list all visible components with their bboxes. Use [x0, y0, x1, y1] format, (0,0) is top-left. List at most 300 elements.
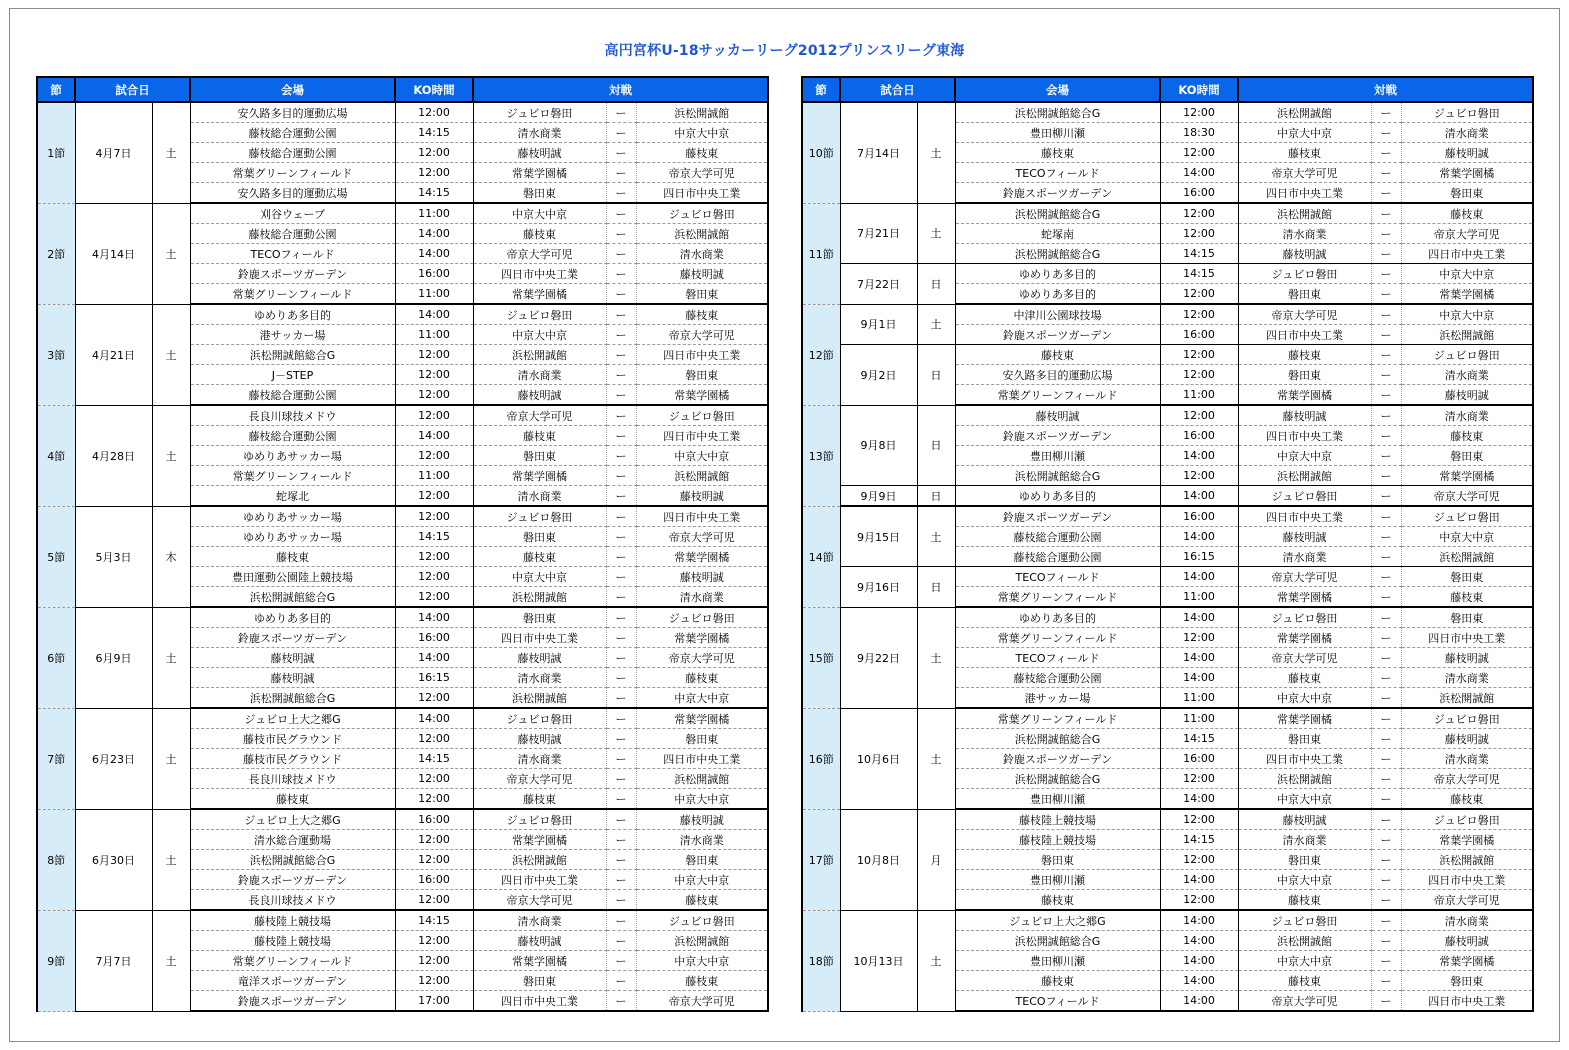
header-ko: KO時間 [395, 77, 473, 102]
match-date: 6月9日 [75, 607, 152, 708]
versus-dash: ー [1371, 163, 1401, 183]
versus-dash: ー [606, 587, 636, 608]
kickoff-time: 12:00 [395, 951, 473, 971]
versus-dash: ー [1371, 345, 1401, 365]
versus-dash: ー [1371, 830, 1401, 850]
kickoff-time: 14:00 [1160, 870, 1238, 890]
away-team: 中京大中京 [636, 688, 768, 709]
away-team: 中京大中京 [636, 789, 768, 810]
venue-cell: 常葉グリーンフィールド [955, 587, 1160, 608]
versus-dash: ー [606, 506, 636, 527]
home-team: 磐田東 [473, 527, 606, 547]
kickoff-time: 16:00 [1160, 749, 1238, 769]
home-team: ジュビロ磐田 [1238, 910, 1371, 931]
away-team: 常葉学園橘 [1401, 830, 1533, 850]
match-weekday: 土 [917, 910, 955, 1011]
versus-dash: ー [606, 143, 636, 163]
table-row [37, 405, 768, 426]
kickoff-time: 14:00 [1160, 789, 1238, 810]
versus-dash: ー [606, 264, 636, 284]
match-date: 9月2日 [840, 345, 917, 406]
venue-cell: 長良川球技メドウ [190, 405, 395, 426]
venue-cell: TECOフィールド [955, 163, 1160, 183]
venue-cell: 藤枝明誠 [190, 668, 395, 688]
venue-cell: 常葉グリーンフィールド [190, 163, 395, 183]
kickoff-time: 12:00 [395, 102, 473, 123]
venue-cell: 港サッカー場 [190, 325, 395, 345]
table-row [802, 809, 1533, 830]
home-team: 中京大中京 [1238, 951, 1371, 971]
kickoff-time: 16:00 [395, 264, 473, 284]
venue-cell: 鈴鹿スポーツガーデン [190, 870, 395, 890]
kickoff-time: 14:00 [395, 224, 473, 244]
home-team: 清水商業 [473, 123, 606, 143]
home-team: 清水商業 [473, 668, 606, 688]
versus-dash: ー [1371, 890, 1401, 911]
home-team: 中京大中京 [1238, 870, 1371, 890]
home-team: 藤枝明誠 [473, 143, 606, 163]
home-team: ジュビロ磐田 [1238, 486, 1371, 507]
kickoff-time: 12:00 [1160, 890, 1238, 911]
table-row [802, 264, 1533, 284]
away-team: 藤枝東 [1401, 587, 1533, 608]
away-team: 磐田東 [1401, 446, 1533, 466]
schedule-body-left [37, 102, 768, 1011]
versus-dash: ー [606, 789, 636, 810]
away-team: 四日市中央工業 [1401, 870, 1533, 890]
venue-cell: ジュビロ上大之郷G [190, 708, 395, 729]
away-team: 帝京大学可児 [636, 163, 768, 183]
versus-dash: ー [606, 951, 636, 971]
venue-cell: TECOフィールド [955, 991, 1160, 1012]
away-team: 清水商業 [1401, 123, 1533, 143]
kickoff-time: 14:15 [1160, 244, 1238, 264]
home-team: 磐田東 [473, 183, 606, 204]
kickoff-time: 16:00 [395, 870, 473, 890]
venue-cell: 蛇塚北 [190, 486, 395, 507]
versus-dash: ー [1371, 466, 1401, 486]
away-team: 藤枝東 [636, 668, 768, 688]
match-date: 9月8日 [840, 405, 917, 486]
kickoff-time: 12:00 [395, 587, 473, 608]
kickoff-time: 14:15 [395, 527, 473, 547]
match-weekday: 土 [917, 304, 955, 345]
home-team: 浜松開誠館 [1238, 931, 1371, 951]
versus-dash: ー [606, 648, 636, 668]
home-team: 清水商業 [1238, 224, 1371, 244]
home-team: 磐田東 [1238, 284, 1371, 305]
table-row [802, 506, 1533, 527]
versus-dash: ー [1371, 668, 1401, 688]
match-date: 4月7日 [75, 102, 152, 203]
away-team: 磐田東 [1401, 971, 1533, 991]
versus-dash: ー [606, 870, 636, 890]
kickoff-time: 14:00 [395, 426, 473, 446]
kickoff-time: 12:00 [395, 830, 473, 850]
away-team: 帝京大学可児 [636, 527, 768, 547]
versus-dash: ー [606, 163, 636, 183]
versus-dash: ー [606, 749, 636, 769]
venue-cell: 常葉グリーンフィールド [955, 628, 1160, 648]
home-team: 浜松開誠館 [1238, 102, 1371, 123]
kickoff-time: 14:00 [395, 607, 473, 628]
venue-cell: 鈴鹿スポーツガーデン [190, 628, 395, 648]
versus-dash: ー [606, 224, 636, 244]
table-row [802, 304, 1533, 325]
away-team: 浜松開誠館 [1401, 850, 1533, 870]
home-team: 四日市中央工業 [473, 264, 606, 284]
match-weekday: 日 [917, 486, 955, 507]
section-label: 16節 [802, 708, 840, 809]
venue-cell: ゆめりあ多目的 [955, 607, 1160, 628]
kickoff-time: 11:00 [395, 466, 473, 486]
home-team: 四日市中央工業 [1238, 749, 1371, 769]
kickoff-time: 14:00 [1160, 951, 1238, 971]
away-team: 磐田東 [1401, 607, 1533, 628]
section-label: 9節 [37, 910, 75, 1011]
kickoff-time: 14:15 [395, 123, 473, 143]
kickoff-time: 12:00 [1160, 628, 1238, 648]
home-team: 中京大中京 [1238, 688, 1371, 709]
kickoff-time: 12:00 [1160, 466, 1238, 486]
away-team: 四日市中央工業 [1401, 628, 1533, 648]
venue-cell: 藤枝総合運動公園 [190, 385, 395, 406]
table-row [802, 102, 1533, 123]
away-team: 浜松開誠館 [1401, 325, 1533, 345]
home-team: ジュビロ磐田 [473, 708, 606, 729]
kickoff-time: 12:00 [1160, 304, 1238, 325]
venue-cell: 浜松開誠館総合G [955, 729, 1160, 749]
table-row [802, 910, 1533, 931]
match-weekday: 土 [152, 304, 190, 405]
kickoff-time: 16:15 [395, 668, 473, 688]
kickoff-time: 12:00 [395, 931, 473, 951]
header-venue: 会場 [955, 77, 1160, 102]
header-row [802, 77, 1533, 102]
venue-cell: 安久路多目的運動広場 [190, 102, 395, 123]
match-date: 10月8日 [840, 809, 917, 910]
venue-cell: ゆめりあ多目的 [955, 284, 1160, 305]
section-label: 1節 [37, 102, 75, 203]
venue-cell: 藤枝東 [190, 547, 395, 567]
kickoff-time: 14:00 [1160, 567, 1238, 587]
kickoff-time: 12:00 [1160, 102, 1238, 123]
kickoff-time: 16:00 [1160, 325, 1238, 345]
venue-cell: 藤枝東 [955, 890, 1160, 911]
versus-dash: ー [1371, 567, 1401, 587]
versus-dash: ー [1371, 143, 1401, 163]
section-label: 13節 [802, 405, 840, 506]
venue-cell: 藤枝総合運動公園 [955, 668, 1160, 688]
venue-cell: 常葉グリーンフィールド [190, 951, 395, 971]
venue-cell: 蛇塚南 [955, 224, 1160, 244]
home-team: 清水商業 [473, 910, 606, 931]
table-row [37, 506, 768, 527]
home-team: 四日市中央工業 [473, 991, 606, 1012]
venue-cell: 藤枝総合運動公園 [190, 143, 395, 163]
home-team: ジュビロ磐田 [473, 304, 606, 325]
venue-cell: 藤枝東 [955, 345, 1160, 365]
versus-dash: ー [606, 890, 636, 911]
versus-dash: ー [1371, 607, 1401, 628]
match-date: 9月1日 [840, 304, 917, 345]
versus-dash: ー [606, 203, 636, 224]
versus-dash: ー [606, 628, 636, 648]
versus-dash: ー [606, 607, 636, 628]
section-label: 15節 [802, 607, 840, 708]
kickoff-time: 12:00 [395, 486, 473, 507]
venue-cell: ゆめりあサッカー場 [190, 506, 395, 527]
versus-dash: ー [1371, 385, 1401, 406]
kickoff-time: 12:00 [395, 971, 473, 991]
kickoff-time: 12:00 [395, 365, 473, 385]
home-team: 浜松開誠館 [1238, 466, 1371, 486]
kickoff-time: 18:30 [1160, 123, 1238, 143]
venue-cell: 藤枝陸上競技場 [190, 910, 395, 931]
away-team: 清水商業 [1401, 365, 1533, 385]
versus-dash: ー [1371, 951, 1401, 971]
away-team: ジュビロ磐田 [636, 607, 768, 628]
home-team: 清水商業 [1238, 830, 1371, 850]
venue-cell: ゆめりあサッカー場 [190, 527, 395, 547]
kickoff-time: 14:00 [395, 648, 473, 668]
kickoff-time: 14:00 [1160, 668, 1238, 688]
match-weekday: 日 [917, 264, 955, 305]
versus-dash: ー [1371, 102, 1401, 123]
versus-dash: ー [606, 405, 636, 426]
kickoff-time: 16:00 [395, 628, 473, 648]
versus-dash: ー [606, 183, 636, 204]
venue-cell: 浜松開誠館総合G [190, 345, 395, 365]
kickoff-time: 14:00 [1160, 486, 1238, 507]
versus-dash: ー [1371, 628, 1401, 648]
match-weekday: 土 [152, 809, 190, 910]
away-team: 常葉学園橘 [1401, 284, 1533, 305]
kickoff-time: 11:00 [395, 203, 473, 224]
venue-cell: 刈谷ウェーブ [190, 203, 395, 224]
away-team: 清水商業 [1401, 910, 1533, 931]
versus-dash: ー [1371, 426, 1401, 446]
venue-cell: 豊田柳川瀬 [955, 446, 1160, 466]
venue-cell: 藤枝市民グラウンド [190, 729, 395, 749]
venue-cell: 鈴鹿スポーツガーデン [955, 426, 1160, 446]
home-team: ジュビロ磐田 [473, 506, 606, 527]
versus-dash: ー [1371, 708, 1401, 729]
table-row [802, 486, 1533, 507]
venue-cell: TECOフィールド [190, 244, 395, 264]
match-weekday: 月 [917, 809, 955, 910]
venue-cell: 常葉グリーンフィールド [190, 466, 395, 486]
match-date: 6月30日 [75, 809, 152, 910]
away-team: 四日市中央工業 [636, 345, 768, 365]
venue-cell: 長良川球技メドウ [190, 890, 395, 911]
kickoff-time: 14:15 [395, 749, 473, 769]
home-team: 四日市中央工業 [1238, 426, 1371, 446]
kickoff-time: 12:00 [395, 345, 473, 365]
venue-cell: 浜松開誠館総合G [190, 587, 395, 608]
versus-dash: ー [606, 123, 636, 143]
kickoff-time: 17:00 [395, 991, 473, 1012]
section-label: 14節 [802, 506, 840, 607]
home-team: 藤枝明誠 [1238, 527, 1371, 547]
away-team: 藤枝明誠 [636, 264, 768, 284]
home-team: 藤枝明誠 [1238, 405, 1371, 426]
match-date: 10月6日 [840, 708, 917, 809]
home-team: ジュビロ磐田 [473, 809, 606, 830]
kickoff-time: 12:00 [1160, 284, 1238, 305]
away-team: 浜松開誠館 [1401, 688, 1533, 709]
section-label: 8節 [37, 809, 75, 910]
kickoff-time: 14:00 [1160, 910, 1238, 931]
versus-dash: ー [1371, 870, 1401, 890]
kickoff-time: 12:00 [395, 769, 473, 789]
venue-cell: 常葉グリーンフィールド [955, 385, 1160, 406]
table-row [802, 607, 1533, 628]
table-row [802, 708, 1533, 729]
away-team: 藤枝東 [1401, 426, 1533, 446]
venue-cell: 藤枝陸上競技場 [190, 931, 395, 951]
versus-dash: ー [606, 466, 636, 486]
kickoff-time: 14:15 [395, 183, 473, 204]
venue-cell: 鈴鹿スポーツガーデン [955, 325, 1160, 345]
kickoff-time: 12:00 [395, 850, 473, 870]
venue-cell: 鈴鹿スポーツガーデン [190, 991, 395, 1012]
versus-dash: ー [1371, 123, 1401, 143]
versus-dash: ー [1371, 931, 1401, 951]
kickoff-time: 12:00 [1160, 769, 1238, 789]
versus-dash: ー [1371, 809, 1401, 830]
home-team: 藤枝明誠 [473, 385, 606, 406]
venue-cell: 藤枝総合運動公園 [190, 224, 395, 244]
away-team: ジュビロ磐田 [636, 405, 768, 426]
home-team: 帝京大学可児 [1238, 304, 1371, 325]
home-team: 藤枝明誠 [473, 931, 606, 951]
versus-dash: ー [1371, 789, 1401, 810]
home-team: 四日市中央工業 [1238, 325, 1371, 345]
section-label: 10節 [802, 102, 840, 203]
home-team: 常葉学園橘 [1238, 628, 1371, 648]
versus-dash: ー [1371, 648, 1401, 668]
versus-dash: ー [1371, 446, 1401, 466]
away-team: 四日市中央工業 [1401, 244, 1533, 264]
away-team: ジュビロ磐田 [1401, 102, 1533, 123]
home-team: 磐田東 [1238, 729, 1371, 749]
versus-dash: ー [606, 729, 636, 749]
versus-dash: ー [1371, 910, 1401, 931]
schedule-table-right [801, 76, 1534, 1012]
venue-cell: 鈴鹿スポーツガーデン [190, 264, 395, 284]
match-weekday: 土 [152, 607, 190, 708]
versus-dash: ー [1371, 749, 1401, 769]
table-row [37, 607, 768, 628]
kickoff-time: 12:00 [1160, 345, 1238, 365]
versus-dash: ー [606, 446, 636, 466]
kickoff-time: 11:00 [1160, 385, 1238, 406]
kickoff-time: 16:15 [1160, 547, 1238, 567]
match-weekday: 木 [152, 506, 190, 607]
versus-dash: ー [606, 365, 636, 385]
versus-dash: ー [1371, 991, 1401, 1012]
section-label: 5節 [37, 506, 75, 607]
match-weekday: 土 [152, 708, 190, 809]
home-team: 藤枝東 [1238, 890, 1371, 911]
home-team: 四日市中央工業 [1238, 506, 1371, 527]
versus-dash: ー [606, 547, 636, 567]
match-weekday: 土 [917, 203, 955, 264]
away-team: 中京大中京 [636, 446, 768, 466]
venue-cell: 藤枝総合運動公園 [190, 426, 395, 446]
venue-cell: 豊田運動公園陸上競技場 [190, 567, 395, 587]
away-team: 藤枝明誠 [1401, 648, 1533, 668]
away-team: 常葉学園橘 [1401, 466, 1533, 486]
kickoff-time: 16:00 [1160, 506, 1238, 527]
home-team: 帝京大学可児 [1238, 648, 1371, 668]
match-weekday: 日 [917, 345, 955, 406]
versus-dash: ー [606, 102, 636, 123]
table-row [37, 910, 768, 931]
home-team: 藤枝東 [1238, 345, 1371, 365]
versus-dash: ー [606, 809, 636, 830]
away-team: 藤枝明誠 [1401, 729, 1533, 749]
away-team: 中京大中京 [1401, 527, 1533, 547]
match-date: 4月21日 [75, 304, 152, 405]
section-label: 17節 [802, 809, 840, 910]
away-team: 中京大中京 [636, 951, 768, 971]
versus-dash: ー [1371, 850, 1401, 870]
kickoff-time: 12:00 [395, 446, 473, 466]
home-team: 帝京大学可児 [473, 769, 606, 789]
versus-dash: ー [606, 567, 636, 587]
away-team: 帝京大学可児 [1401, 486, 1533, 507]
venue-cell: 清水総合運動場 [190, 830, 395, 850]
versus-dash: ー [1371, 244, 1401, 264]
kickoff-time: 14:00 [1160, 971, 1238, 991]
kickoff-time: 12:00 [395, 789, 473, 810]
match-date: 6月23日 [75, 708, 152, 809]
home-team: 中京大中京 [1238, 123, 1371, 143]
match-weekday: 日 [917, 405, 955, 486]
away-team: 浜松開誠館 [636, 224, 768, 244]
away-team: 四日市中央工業 [636, 183, 768, 204]
away-team: 藤枝東 [636, 304, 768, 325]
kickoff-time: 14:15 [395, 910, 473, 931]
schedule-table-left [36, 76, 769, 1012]
section-label: 2節 [37, 203, 75, 304]
home-team: 四日市中央工業 [1238, 183, 1371, 204]
away-team: 藤枝東 [636, 890, 768, 911]
home-team: 中京大中京 [473, 325, 606, 345]
away-team: 四日市中央工業 [1401, 991, 1533, 1012]
versus-dash: ー [1371, 506, 1401, 527]
away-team: 常葉学園橘 [1401, 951, 1533, 971]
versus-dash: ー [1371, 365, 1401, 385]
versus-dash: ー [1371, 203, 1401, 224]
venue-cell: 藤枝総合運動公園 [190, 123, 395, 143]
home-team: 浜松開誠館 [473, 688, 606, 709]
venue-cell: 藤枝総合運動公園 [955, 547, 1160, 567]
kickoff-time: 14:00 [395, 304, 473, 325]
versus-dash: ー [606, 931, 636, 951]
versus-dash: ー [1371, 547, 1401, 567]
kickoff-time: 12:00 [395, 385, 473, 406]
venue-cell: ゆめりあサッカー場 [190, 446, 395, 466]
home-team: 常葉学園橘 [473, 466, 606, 486]
match-weekday: 日 [917, 567, 955, 608]
versus-dash: ー [606, 244, 636, 264]
match-date: 4月28日 [75, 405, 152, 506]
kickoff-time: 12:00 [395, 405, 473, 426]
header-section: 節 [802, 77, 840, 102]
